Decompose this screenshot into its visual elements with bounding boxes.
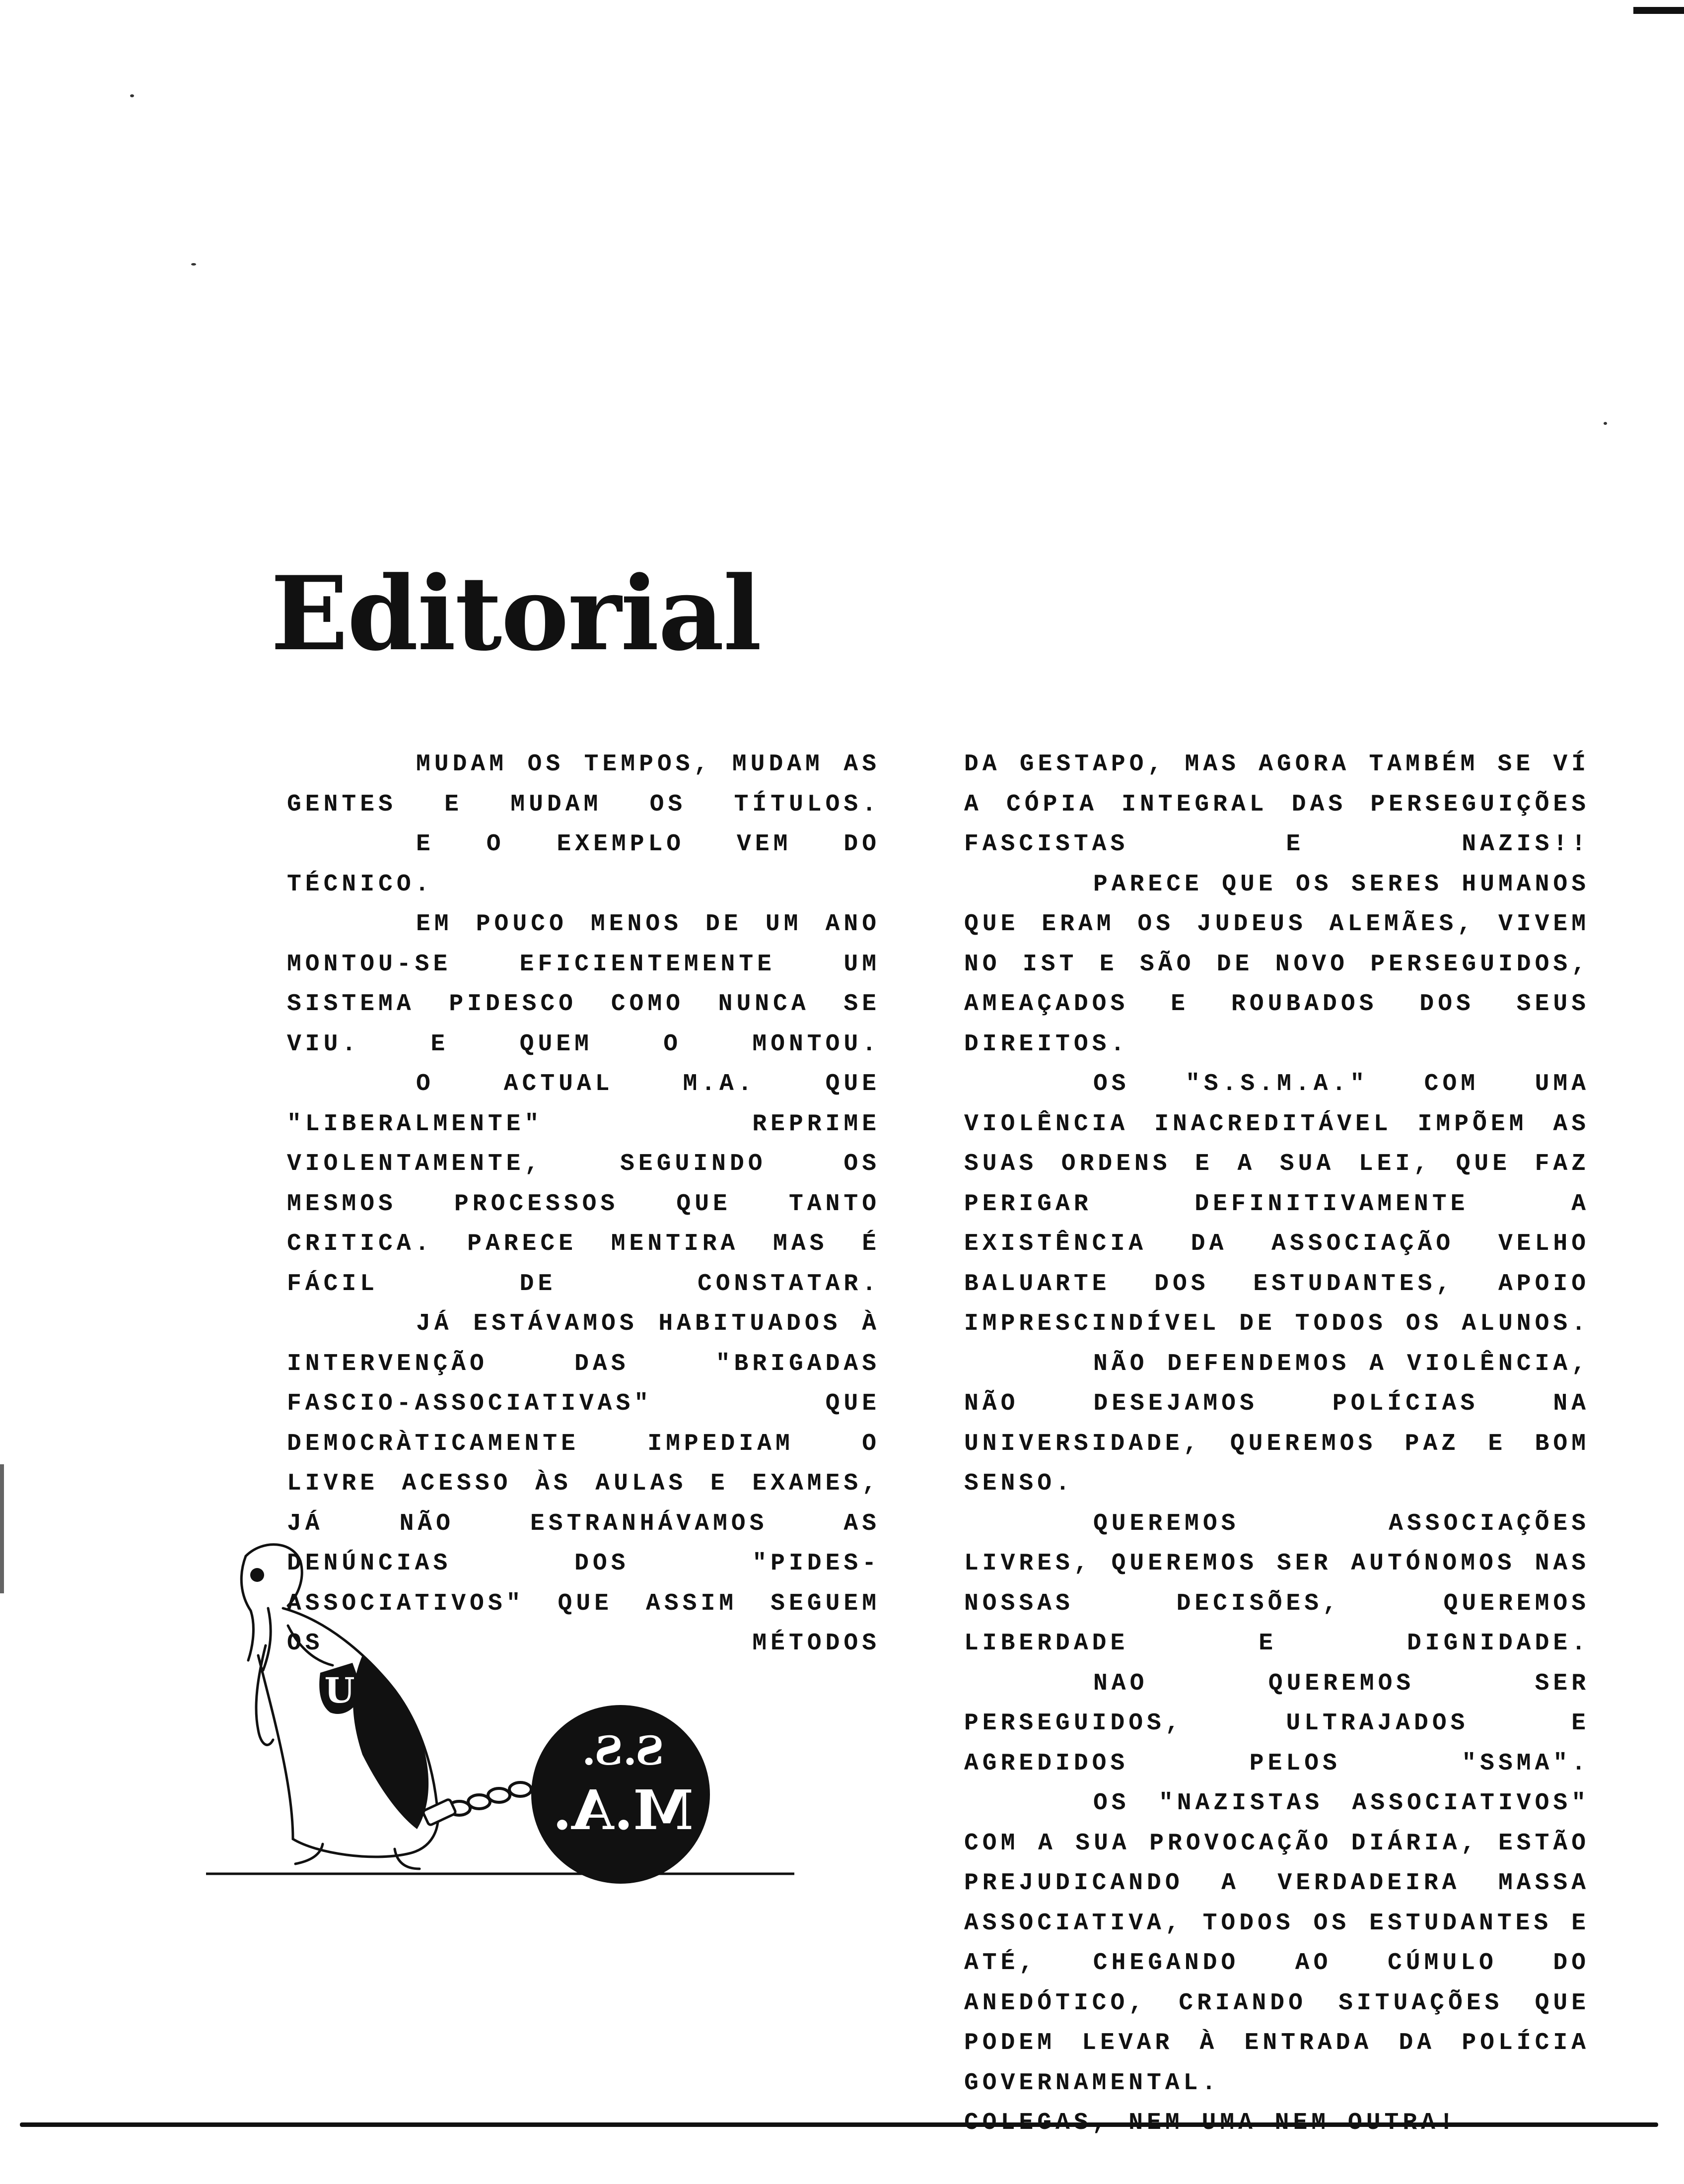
figure-letter: U (324, 1670, 355, 1711)
paragraph: EM POUCO MENOS DE UM ANO MONTOU-SE EFICIENTEMENTE UM SISTEMA PIDESCO COMO NUNCA SE VIU. E QUEM O MONTOU. (287, 911, 880, 1058)
speck (191, 263, 196, 266)
coat-shading (353, 1655, 428, 1829)
paragraph: DA GESTAPO, MAS AGORA TAMBÉM SE VÍ A CÓPIA INTEGRAL DAS PERSEGUIÇÕES FASCISTAS E NAZIS!! (964, 751, 1590, 858)
cartoon-illustration (199, 1526, 918, 1904)
scan-edge-mark (0, 1464, 4, 1593)
right-column (964, 745, 1590, 2143)
paragraph: NAO QUEREMOS SER PERSEGUIDOS, ULTRAJADOS E AGREDIDOS PELOS "SSMA". (964, 1670, 1590, 1777)
page-title: Editorial (271, 554, 761, 674)
speck (130, 94, 134, 97)
ankle-cuff (422, 1799, 456, 1826)
bottom-rule (20, 2122, 1658, 2127)
paragraph: OS "S.S.M.A." COM UMA VIOLÊNCIA INACREDITÁVEL IMPÕEM AS SUAS ORDENS E A SUA LEI, QUE FAZ PERIGAR DEFINITIVAMENTE A EXISTÊNCIA DA ASSOCIAÇÃO VELHO BALUARTE DOS ESTUDANTES, APOIO IMPRESCINDÍVEL DE TODOS OS ALUNOS. (964, 1071, 1590, 1337)
paragraph: O ACTUAL M.A. QUE "LIBERALMENTE" REPRIME VIOLENTAMENTE, SEGUINDO OS MESMOS PROCESSOS QUE TANTO CRITICA. PARECE MENTIRA MAS É FÁCIL DE CONSTATAR. (287, 1071, 880, 1297)
paragraph: OS "NAZISTAS ASSOCIATIVOS" COM A SUA PROVOCAÇÃO DIÁRIA, ESTÃO PREJUDICANDO A VERDADEIRA MASSA ASSOCIATIVA, TODOS OS ESTUDANTES E ATÉ, CHEGANDO AO CÚMULO DO ANEDÓTICO, CRIANDO SITUAÇÕES QUE PODEM LEVAR À ENTRADA DA POLÍCIA GOVERNAMENTAL. (964, 1790, 1590, 2097)
paragraph: QUEREMOS ASSOCIAÇÕES LIVRES, QUEREMOS SER AUTÓNOMOS NAS NOSSAS DECISÕES, QUEREMOS LIBERDADE E DIGNIDADE. (964, 1510, 1590, 1657)
left-column (287, 745, 880, 1664)
paragraph: NÃO DEFENDEMOS A VIOLÊNCIA, NÃO DESEJAMOS POLÍCIAS NA UNIVERSIDADE, QUEREMOS PAZ E BOM SENSO. (964, 1350, 1590, 1497)
chain (448, 1782, 531, 1815)
ball-text-top: S.S. (582, 1727, 664, 1774)
paragraph: E O EXEMPLO VEM DO TÉCNICO. (287, 831, 880, 898)
paragraph: PARECE QUE OS SERES HUMANOS QUE ERAM OS JUDEUS ALEMÃES, VIVEM NO IST E SÃO DE NOVO PERSEGUIDOS, AMEAÇADOS E ROUBADOS DOS SEUS DIREITOS. (964, 871, 1590, 1058)
paragraph: MUDAM OS TEMPOS, MUDAM AS GENTES E MUDAM OS TÍTULOS. (287, 751, 880, 818)
figure-eye (250, 1568, 264, 1582)
top-rule (1633, 7, 1684, 14)
speck (1604, 422, 1607, 425)
paragraph: JÁ ESTÁVAMOS HABITUADOS À INTERVENÇÃO DAS "BRIGADAS FASCIO-ASSOCIATIVAS" QUE DEMOCRÀTICAMENTE IMPEDIAM O LIVRE ACESSO ÀS AULAS E EXAMES, JÁ NÃO ESTRANHÁVAMOS AS DENÚNCIAS DOS "PIDES-ASSOCIATIVOS" QUE ASSIM SEGUEM OS MÉTODOS (287, 1310, 880, 1657)
ball-text-bottom: M.A. (553, 1778, 694, 1842)
